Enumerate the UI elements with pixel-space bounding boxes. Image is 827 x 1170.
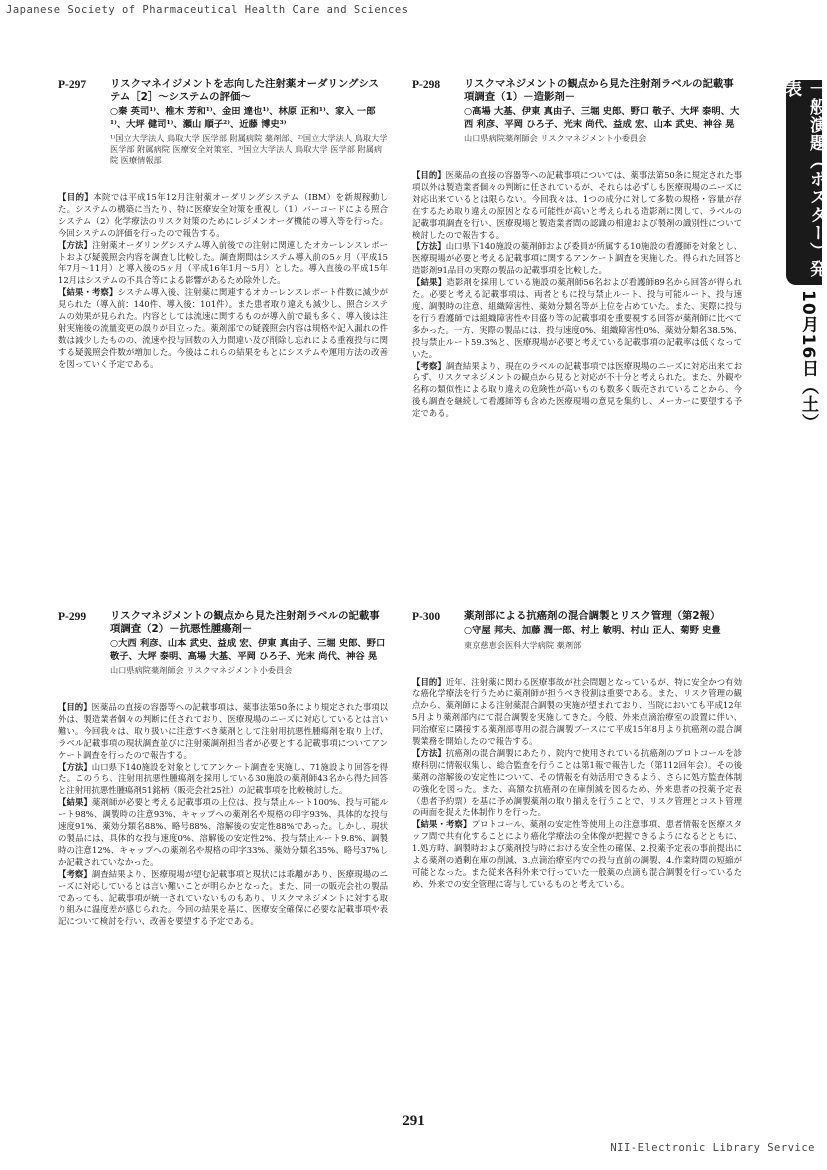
category-tab	[781, 80, 826, 285]
abstract-affiliation: 山口県病院薬剤師会 リスクマネジメント小委員会	[464, 133, 647, 143]
section-text: 薬剤師が必要と考える記載事項の上位は、投与禁止ルート100%、投与可能ルート98%、調製時の注意93%、キャップへの薬剤名や規格の印字93%、具体的な投与速度91%、薬効分類名88%、略号88%、溶解後の安定性88%であった。しかし、現状の製品には、具体的な投与速度0%、溶解後の安定性2%、投与禁止ルート9.8%、調製時の注意12%、キャップへの薬剤名や規格の印字33%、薬効分類名35%、略号37%しか記載されていなかった。	[58, 797, 388, 867]
section-results	[58, 797, 388, 868]
abstract-body	[58, 702, 388, 928]
section-method	[412, 241, 742, 277]
section-label: 【方法】	[58, 239, 93, 250]
section-text: 医薬品の直接の容器等への記載事項は、薬事法第50条により規定された事項以外は、製造業者個々の判断に任されており、医療現場のニーズに対応しているとは言い難い。今回我々は、取り扱いに注意すべき薬剤として注射用抗悪性腫瘍剤を取り上げ、ラベル記載事項の現状調査並びに注射薬調剤担当者が必要とする記載事項についてアンケート調査を行ったので報告する。	[58, 702, 389, 760]
section-purpose	[58, 192, 388, 240]
section-label: 【考察】	[58, 868, 92, 879]
session-date: 10月16日（土）	[798, 290, 818, 432]
section-text: 調査結果より、医療現場が望む記載事項と現状には乖離があり、医療現場のニーズに対応しているとは言い難いことが明らかとなった。また、同一の販売会社の製品であっても、記載事項が統一されていないものもあり、リスクマネジメントに対する取り組みに温度差が感じられた。今回の結果を基に、医療安全確保に必要な記載事項や表記について検討を行い、改善を要望する予定である。	[58, 868, 389, 927]
section-results	[58, 287, 388, 370]
page-number: 291	[402, 1113, 425, 1129]
section-label: 【方法】	[58, 761, 92, 772]
abstract-id: P-297	[58, 79, 87, 91]
section-label: 【結果・考察】	[412, 819, 472, 830]
section-discussion	[412, 361, 742, 421]
abstract-body	[58, 192, 388, 371]
section-label: 【目的】	[412, 676, 446, 687]
section-discussion	[58, 869, 388, 929]
abstract-title: リスクマネイジメントを志向した注射薬オーダリングシステム［2］～システムの評価～	[110, 78, 379, 103]
section-method	[412, 748, 742, 819]
abstract-p297	[58, 78, 388, 371]
section-purpose	[58, 702, 388, 762]
section-label: 【方法】	[412, 241, 446, 252]
abstract-id: P-300	[412, 611, 441, 623]
section-label: 【結果】	[58, 797, 93, 808]
section-text: 近年、注射薬に関わる医療事故が社会問題となっているが、特に安全かつ有効な癌化学療法を行うために薬剤師が担うべき役割は重要である。また、リスク管理の観点から、薬剤師による注射薬混合調製の実施が望まれており、当院においても平成12年5月より薬剤部内にて混合調製を実施してきた。今般、外来点滴治療室の設置に伴い、同治療室に隣接する薬剤部専用の混合調製ブースにて平成15年8月より抗癌剤の混合調製業務を開始したので報告する。	[412, 676, 743, 747]
abstract-authors: ○守屋 邦夫、加藤 潤一郎、村上 敏明、村山 正人、菊野 史豊	[464, 625, 721, 636]
section-purpose	[412, 170, 742, 241]
section-results	[412, 277, 742, 360]
section-results	[412, 819, 742, 890]
abstract-body	[412, 170, 742, 420]
abstract-id: P-299	[58, 611, 87, 623]
section-text: 山口県下140施設の薬剤師および委員が所属する10施設の看護師を対象とし、医療現場が必要と考える記載事項に関するアンケート調査を実施した。得られた回答と造影剤91品目の実際の製品の記載事項を比較した。	[412, 241, 743, 276]
section-text: 医薬品の直接の容器等への記載事項については、薬事法第50条に規定された事項以外は製造業者個々の判断に任されているが、それらは必ずしも医療現場のニーズに対応出来ているとは限らない。今回我々は、1つの成分に対して多数の規格・容量が存在するため取り違えの原因となる可能性が高いと考えられる造影剤に関して、ラベルの記載事項調査を行い、医療現場と製造業者間の認識の相違および製剤の識別性について検討したので報告する。	[412, 170, 742, 240]
journal-header: Japanese Society of Pharmaceutical Health Care and Sciences	[6, 4, 409, 16]
section-text: 調査結果より、現在のラベルの記載事項では医療現場のニーズに対応出来ておらず、リスクマネジメントの観点から見ると対応が不十分と考えられた。また、外観や名称の類似性による取り違えの危険性が高いものも数多く販売されていることから、今後も調査を継続して看護師等も含めた医療現場の意見を集約し、メーカーに要望する予定である。	[412, 360, 743, 419]
section-label: 【結果】	[412, 277, 447, 288]
section-text: 造影剤を採用している施設の薬剤師56名および看護師89名から回答が得られた。必要と考える記載事項は、両者ともに投与禁止ルート、投与可能ルート、投与速度、調製時の注意、組織障害性、薬効分類名等が上位を占めていた。また、実際に投与を行う看護師では組織障害性や目盛り等の記載事項を重要視する回答が薬剤師に比べて多かった。一方、実際の製品には、投与速度0%、組織障害性0%、薬効分類名38.5%、投与禁止ルート59.3%と、医療現場が必要と考えている記載事項の記載率は低くなっていた。	[412, 277, 743, 359]
section-label: 【目的】	[412, 170, 446, 180]
abstract-affiliation: ¹⁾国立大学法人 鳥取大学 医学部 附属病院 薬剤部、²⁾国立大学法人 鳥取大学 医学部 附属病院 医療安全対策室、³⁾国立大学法人 鳥取大学 医学部 附属病院 医療情報部	[110, 133, 388, 165]
abstract-p300	[412, 610, 742, 891]
abstract-authors: ○秦 英司¹⁾、椎木 芳和¹⁾、金田 達也¹⁾、林原 正和¹⁾、家入 一郎¹⁾、大坪 健司¹⁾、瀬山 順子²⁾、近藤 博史³⁾	[110, 106, 376, 130]
section-label: 【目的】	[58, 192, 94, 202]
section-label: 【目的】	[58, 702, 92, 712]
section-text: 抗癌剤の混合調製にあたり、院内で使用されている抗癌剤のプロトコールを診療科別に情報収集し、総合監査を行うことは第1報で報告した（第112回年会）。その後薬剤の溶解後の安定性について、その情報を有効活用できるよう、さらに処方監査体制の強化を図った。また、高額な抗癌剤の在庫削減を図るため、外来患者の投薬予定表（患者予約票）を基に予め調製薬剤の取り揃えを行うことで、リスク管理とコスト管理の両面を捉えた体制作りを行った。	[412, 747, 743, 818]
section-label: 【方法】	[412, 747, 446, 758]
section-method	[58, 762, 388, 798]
footer-service: NII-Electronic Library Service	[610, 1142, 815, 1154]
section-text: 本院では平成15年12月注射薬オーダリングシステム（IBM）を新規稼動した。システムの構築に当たり、特に医療安全対策を重視し（1）バーコードによる照合システム（2）化学療法のリスク対策のためにレジメンオーダ機能の導入等を行った。今回システムの評価を行ったので報告する。	[58, 192, 389, 238]
abstract-authors: ○高場 大基、伊東 真由子、三堀 史郎、野口 敬子、大坪 泰明、大西 利彦、平岡 ひろ子、光末 尚代、益成 宏、山本 武史、神谷 晃	[464, 106, 740, 130]
abstract-title: リスクマネジメントの観点から見た注射剤ラベルの記載事項調査（2）－抗悪性腫瘍剤－	[110, 610, 380, 635]
section-label: 【結果・考察】	[58, 287, 118, 298]
abstract-affiliation: 東京慈恵会医科大学病院 薬剤部	[464, 639, 582, 650]
section-text: 注射薬オーダリングシステム導入前後での注射に関連したオカーレンスレポートおよび疑義照会内容を調査し比較した。調査期間はシステム導入前の5ヶ月（平成15年7月～11月）と導入後の5ヶ月（平成16年1月～5月）とした。導入直後の平成15年12月はシステムの不具合等による影響があるため除外した。	[58, 239, 388, 286]
section-purpose	[412, 677, 742, 748]
section-text: 山口県下140施設を対象としてアンケート調査を実施し、71施設より回答を得た。このうち、注射用抗悪性腫瘍剤を採用している30施設の薬剤師43名から得た回答と注射用抗悪性腫瘍剤51銘柄（販売会社25社）の記載事項を比較検討した。	[58, 761, 389, 796]
abstract-body	[412, 677, 742, 891]
abstract-p299	[58, 610, 388, 928]
abstract-title: リスクマネジメントの観点から見た注射剤ラベルの記載事項調査（1）－造影剤－	[464, 78, 734, 103]
section-text: システム導入後、注射薬に関連するオカーレンスレポート件数に減少が見られた（導入前：140件、導入後：101件）。また患者取り違えも減少し、照合システムの効果が見られた。内容としては流速に関するものが導入前で最も多く、導入後は注射実施後の流量変更の誤りが目立った。薬剤部での疑義照会内容は規格や記入漏れの件数は減少したものの、流速や投与回数の入力間違い及び削除し忘れによる重複投与に関する疑義照会件数が増加した。今後はこれらの結果をもとにシステムや運用方法の改善を図っていく予定である。	[58, 287, 389, 369]
section-method	[58, 240, 388, 288]
abstract-affiliation: 山口県病院薬剤師会 リスクマネジメント小委員会	[110, 665, 293, 675]
abstract-authors: ○大西 利彦、山本 武史、益成 宏、伊東 真由子、三堀 史郎、野口 敬子、大坪 泰明、高場 大基、平岡 ひろ子、光末 尚代、神谷 晃	[110, 638, 386, 662]
section-text: プロトコール、薬剤の安定性等使用上の注意事項、患者情報を医療スタッフ間で共有化することにより癌化学療法の全体像が把握できるようになるとともに、1.処方時、調製時および薬剤投与時における安全性の確保、2.投薬予定表の事前提出による薬剤の過剰在庫の削減、3.点滴治療室内での投与直前の調製、4.作業時間の短縮が可能となった。また従来各科外来で行っていた一般薬の点滴も混合調製を行っているため、外来での安全管理に寄与しているものと考えている。	[412, 819, 743, 889]
section-label: 【考察】	[412, 360, 446, 371]
abstract-title: 薬剤部による抗癌剤の混合調製とリスク管理（第2報）	[464, 610, 721, 622]
abstract-id: P-298	[412, 79, 441, 91]
category-tab-label: 一般演題（ポスター）発表	[781, 80, 826, 278]
abstract-p298	[412, 78, 742, 420]
